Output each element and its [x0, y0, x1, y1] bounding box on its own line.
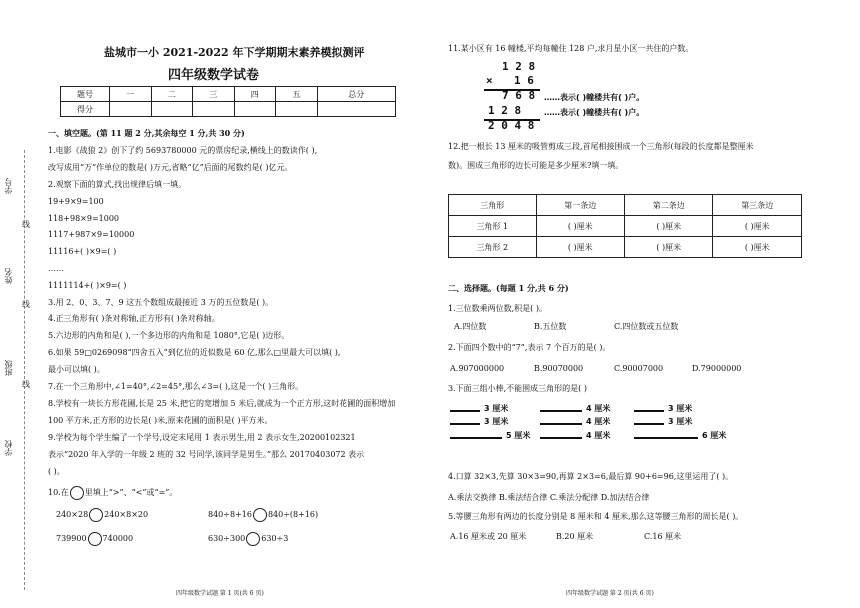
stick	[540, 410, 582, 412]
compare-right: 630÷3	[261, 534, 289, 543]
mul-line: 1 2 8	[502, 60, 536, 73]
triangle-answer-cell[interactable]: ( )厘米	[625, 216, 713, 237]
choice-question-1: 1.三位数乘两位数,积是( )。	[448, 304, 547, 313]
mul-times-sign: ×	[486, 74, 493, 87]
triangle-header-cell: 第二条边	[625, 195, 713, 216]
question-1-cont: 改写成用“万”作单位的数是( )万元,省略“亿”后面的尾数约是( )亿元。	[48, 163, 293, 172]
compare-answer-circle[interactable]	[253, 508, 267, 522]
mul-note: ……表示( )幢楼共有( )户。	[544, 108, 645, 117]
score-header-cell: 四	[234, 87, 276, 102]
compare-left: 240×28	[56, 510, 89, 519]
score-table-row	[61, 102, 396, 117]
compare-left: 739900	[56, 534, 87, 543]
stick-length: 5 厘米	[506, 431, 531, 440]
mul-note: ……表示( )幢楼共有( )户。	[544, 93, 645, 102]
question-2-line: ……	[48, 264, 64, 273]
triangle-answer-cell[interactable]: ( )厘米	[536, 237, 624, 258]
compare-answer-circle[interactable]	[89, 508, 103, 522]
question-8-cont: 100 平方米,正方形的边长是( )米,原来花圃的面积是( )平方米。	[48, 416, 273, 425]
question-2-line: 19+9×9=100	[48, 197, 104, 206]
question-7: 7.在一个三角形中,∠1=40°,∠2=45°,那么∠3=( ),这是一个( )三角形。	[48, 382, 304, 391]
score-header-cell: 总分	[317, 87, 395, 102]
stick	[540, 437, 582, 439]
triangle-table	[448, 194, 802, 258]
stick-length: 3 厘米	[484, 404, 509, 413]
question-9-cont: 表示“2020 年入学的一年级 2 班的 32 号同学,该同学是男生。”那么 20170403072 表示	[48, 450, 365, 459]
question-2: 2.观察下面的算式,找出规律后填一填。	[48, 180, 187, 189]
question-9: 9.学校为每个学生编了一个学号,设定末尾用 1 表示男生,用 2 表示女生,20200102321	[48, 433, 356, 442]
choice-options-4[interactable]: A.乘法交换律 B.乘法结合律 C.乘法分配律 D.加法结合律	[448, 493, 650, 502]
choice-option[interactable]: C.90007000	[614, 364, 664, 373]
page-footer-right: 四年级数学试题 第 2 页(共 6 页)	[566, 590, 654, 597]
compare-circle-icon	[70, 486, 84, 500]
choice-option[interactable]: A.16 厘米或 20 厘米	[450, 532, 527, 541]
question-6-cont: 最小可以填( )。	[48, 365, 105, 374]
question-6: 6.如果 59□0269098“四舍五入”到亿位的近似数是 60 亿,那么□里最大可以填( ),	[48, 348, 341, 357]
question-2-line: 118+98×9=1000	[48, 214, 120, 223]
triangle-answer-cell[interactable]: ( )厘米	[713, 237, 802, 258]
choice-option[interactable]: C.四位数或五位数	[614, 322, 679, 331]
stick-length: 3 厘米	[484, 417, 509, 426]
choice-question-5: 5.等腰三角形有两边的长度分别是 8 厘米和 4 厘米,那么这等腰三角形的周长是( )。	[448, 512, 744, 521]
compare-item	[56, 508, 148, 522]
score-table-header-row	[61, 87, 396, 102]
question-11: 11.某小区有 16 幢楼,平均每幢住 128 户,求月星小区一共住的户数。	[448, 44, 694, 53]
score-table	[60, 86, 396, 117]
score-row-label: 得分	[61, 102, 110, 117]
score-cell[interactable]	[276, 102, 318, 117]
stick	[450, 423, 480, 425]
score-cell[interactable]	[151, 102, 193, 117]
choice-option[interactable]: D.79000000	[692, 364, 742, 373]
margin-label-class: 班级	[4, 360, 13, 376]
stick	[634, 423, 664, 425]
question-10-prefix: 10.在	[48, 488, 69, 497]
score-header-cell: 五	[276, 87, 318, 102]
question-4: 4.正三角形有( )条对称轴,正方形有( )条对称轴。	[48, 314, 220, 323]
stick-length: 6 厘米	[702, 431, 727, 440]
triangle-answer-cell[interactable]: ( )厘米	[625, 237, 713, 258]
score-header-cell: 题号	[61, 87, 110, 102]
triangle-row-label: 三角形 1	[449, 216, 537, 237]
compare-answer-circle[interactable]	[88, 532, 102, 546]
score-cell[interactable]	[234, 102, 276, 117]
compare-item	[56, 532, 133, 546]
choice-option[interactable]: C.16 厘米	[644, 532, 682, 541]
margin-label-name: 姓名	[4, 268, 13, 284]
margin-line-word: 线	[22, 300, 30, 309]
triangle-header-cell: 第一条边	[536, 195, 624, 216]
question-10	[48, 486, 177, 500]
stick	[540, 423, 582, 425]
question-2-line: 1117+987×9=10000	[48, 230, 135, 239]
stick	[450, 437, 502, 439]
score-cell[interactable]	[110, 102, 152, 117]
mul-line: 2 0 4 8	[488, 119, 535, 132]
question-3: 3.用 2、0、3、7、9 这五个数组成最接近 3 万的五位数是( )。	[48, 298, 274, 307]
stick-length: 4 厘米	[586, 404, 611, 413]
question-9-blank: ( )。	[48, 467, 65, 476]
compare-item	[208, 508, 318, 522]
compare-right: 840÷(8+16)	[267, 510, 319, 519]
score-header-cell: 一	[110, 87, 152, 102]
compare-item	[208, 532, 288, 546]
stick	[450, 410, 480, 412]
mul-line: 7 6 8	[502, 89, 536, 102]
triangle-row-label: 三角形 2	[449, 237, 537, 258]
page-footer-left: 四年级数学试题 第 1 页(共 6 页)	[176, 590, 264, 597]
question-10-suffix: 里填上“>”、“<”或“=”。	[84, 488, 178, 497]
triangle-header-cell: 第三条边	[713, 195, 802, 216]
triangle-table-row	[449, 237, 802, 258]
triangle-table-row	[449, 216, 802, 237]
question-12-cont: 数)。围成三角形的边长可能是多少厘米?填一填。	[448, 161, 624, 170]
section1-title: 一、填空题。(第 11 题 2 分,其余每空 1 分,共 30 分)	[48, 128, 245, 138]
triangle-answer-cell[interactable]: ( )厘米	[536, 216, 624, 237]
stick	[634, 437, 698, 439]
exam-subtitle: 四年级数学试卷	[168, 68, 260, 83]
score-cell[interactable]	[193, 102, 235, 117]
mul-line: 1 6	[514, 74, 534, 87]
stick-length: 3 厘米	[668, 417, 693, 426]
choice-question-2: 2.下面四个数中的“7”,表示 7 个百万的是( )。	[448, 343, 611, 352]
question-5: 5.六边形的内角和是( ),一个多边形的内角和是 1080°,它是( )边形。	[48, 331, 290, 340]
question-12: 12.把一根长 13 厘米的吸管剪成三段,首尾相接围成一个三角形(每段的长度都是整厘米	[448, 142, 754, 151]
exam-title: 盐城市一小 2021-2022 年下学期期末素养模拟测评	[104, 46, 365, 59]
choice-option[interactable]: A.四位数	[454, 322, 487, 331]
question-1: 1.电影《战狼 2》创下了约 5693780000 元的票房纪录,横线上的数读作( ),	[48, 146, 318, 155]
choice-question-3: 3.下面三组小棒,不能围成三角形的是( )	[448, 384, 587, 393]
section2-title: 二、选择题。(每题 1 分,共 6 分)	[448, 283, 569, 293]
question-2-line: 1111114+( )×9=( )	[48, 281, 127, 290]
triangle-table-header-row	[449, 195, 802, 216]
compare-right: 740000	[102, 534, 134, 543]
choice-option[interactable]: A.907000000	[450, 364, 505, 373]
choice-option[interactable]: B.90070000	[534, 364, 584, 373]
stick-length: 4 厘米	[586, 417, 611, 426]
compare-left: 840÷8+16	[208, 510, 252, 519]
score-header-cell: 三	[193, 87, 235, 102]
stick-length: 4 厘米	[586, 431, 611, 440]
choice-option[interactable]: B.五位数	[534, 322, 567, 331]
compare-answer-circle[interactable]	[246, 532, 260, 546]
margin-line-word: 线	[22, 220, 30, 229]
score-header-cell: 二	[151, 87, 193, 102]
mul-line: 1 2 8	[488, 104, 522, 117]
triangle-answer-cell[interactable]: ( )厘米	[713, 216, 802, 237]
margin-label-school: 学校	[4, 440, 13, 456]
stick-length: 3 厘米	[668, 404, 693, 413]
choice-option[interactable]: B.20 厘米	[556, 532, 594, 541]
margin-label-id: 学号	[4, 178, 13, 194]
choice-question-4: 4.口算 32×3,先算 30×3=90,再算 2×3=6,最后算 90+6=96,这里运用了( )。	[448, 472, 734, 481]
compare-left: 630÷300	[208, 534, 246, 543]
compare-right: 240×8×20	[104, 510, 149, 519]
question-8: 8.学校有一块长方形花圃,长是 25 米,把它的宽增加 5 米后,就成为一个正方形,这时花圃的面积增加	[48, 399, 396, 408]
question-2-line: 11116+( )×9=( )	[48, 247, 117, 256]
stick	[634, 410, 664, 412]
margin-line-word: 线	[22, 380, 30, 389]
triangle-header-cell: 三角形	[449, 195, 537, 216]
score-cell[interactable]	[317, 102, 395, 117]
